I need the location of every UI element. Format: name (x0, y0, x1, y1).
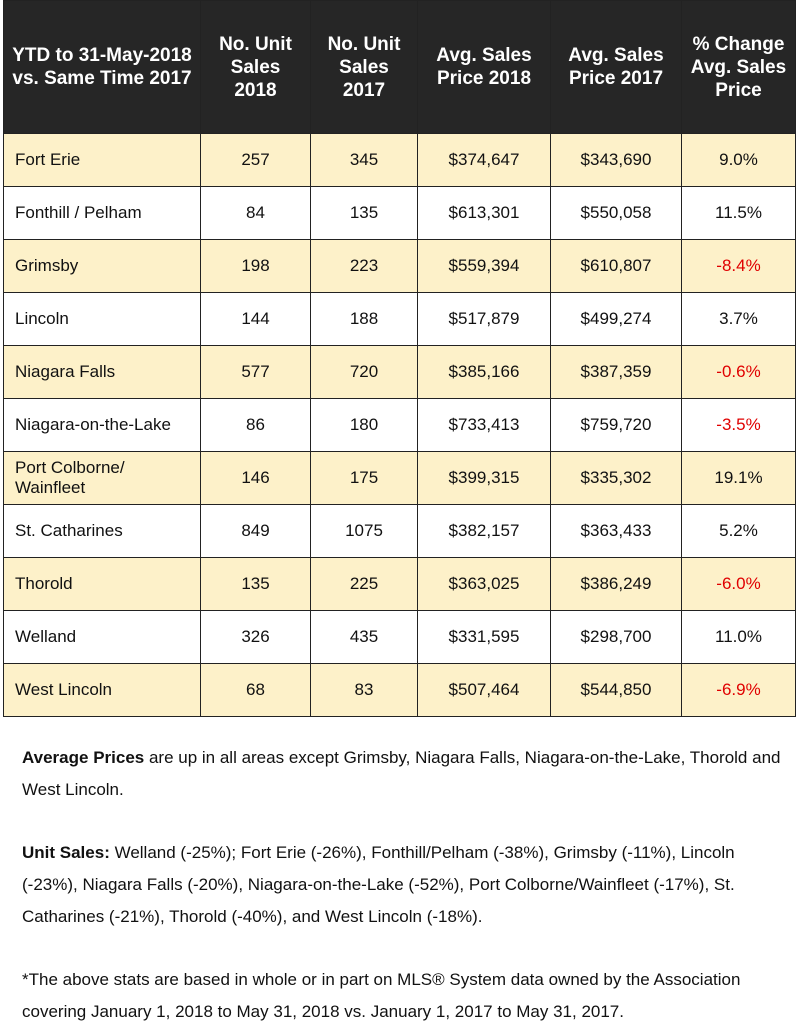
pct-change-cell: 9.0% (682, 134, 796, 187)
units-2017-cell: 83 (311, 664, 418, 717)
area-cell: Fort Erie (4, 134, 201, 187)
units-2017-cell: 223 (311, 240, 418, 293)
avg-price-2018-cell: $733,413 (418, 399, 551, 452)
table-row (4, 399, 796, 452)
table-row (4, 558, 796, 611)
table-row (4, 293, 796, 346)
header-area: YTD to 31-May-2018 vs. Same Time 2017 (4, 1, 201, 134)
avg-price-2018-cell: $331,595 (418, 611, 551, 664)
area-cell: Welland (4, 611, 201, 664)
avg-price-2018-cell: $507,464 (418, 664, 551, 717)
area-cell: West Lincoln (4, 664, 201, 717)
header-pct-change: % Change Avg. Sales Price (682, 1, 796, 134)
units-2017-cell: 435 (311, 611, 418, 664)
area-cell: Lincoln (4, 293, 201, 346)
unit-sales-text: Welland (-25%); Fort Erie (-26%), Fonthill/Pelham (-38%), Grimsby (-11%), Lincoln (-23%), Niagara Falls (-20%), Niagara-on-the-Lake (-52%), Port Colborne/Wainfleet (-17%), St. Catharines (-21%), Thorold (-40%), and West Lincoln (-18%). (22, 843, 735, 926)
avg-price-2017-cell: $298,700 (551, 611, 682, 664)
units-2017-cell: 175 (311, 452, 418, 505)
header-units-2017: No. Unit Sales 2017 (311, 1, 418, 134)
pct-change-cell: 3.7% (682, 293, 796, 346)
avg-price-2018-cell: $559,394 (418, 240, 551, 293)
pct-change-cell: 11.0% (682, 611, 796, 664)
pct-change-cell: -6.9% (682, 664, 796, 717)
average-prices-label: Average Prices (22, 748, 145, 767)
pct-change-cell: -6.0% (682, 558, 796, 611)
table-row (4, 505, 796, 558)
avg-price-2017-cell: $610,807 (551, 240, 682, 293)
units-2018-cell: 84 (201, 187, 311, 240)
pct-change-cell: 11.5% (682, 187, 796, 240)
units-2017-cell: 180 (311, 399, 418, 452)
units-2018-cell: 257 (201, 134, 311, 187)
pct-change-cell: -0.6% (682, 346, 796, 399)
avg-price-2017-cell: $544,850 (551, 664, 682, 717)
avg-price-2017-cell: $759,720 (551, 399, 682, 452)
table-row (4, 134, 796, 187)
units-2018-cell: 68 (201, 664, 311, 717)
table-row (4, 346, 796, 399)
avg-price-2018-cell: $363,025 (418, 558, 551, 611)
table-header-row (4, 1, 796, 134)
average-prices-note (22, 742, 792, 806)
units-2018-cell: 198 (201, 240, 311, 293)
units-2018-cell: 146 (201, 452, 311, 505)
avg-price-2018-cell: $517,879 (418, 293, 551, 346)
header-avg-price-2018: Avg. Sales Price 2018 (418, 1, 551, 134)
unit-sales-note (22, 837, 792, 933)
avg-price-2017-cell: $386,249 (551, 558, 682, 611)
pct-change-cell: 5.2% (682, 505, 796, 558)
units-2018-cell: 326 (201, 611, 311, 664)
avg-price-2017-cell: $550,058 (551, 187, 682, 240)
units-2017-cell: 1075 (311, 505, 418, 558)
table-row (4, 240, 796, 293)
area-cell: Thorold (4, 558, 201, 611)
table-body (4, 134, 796, 717)
units-2017-cell: 720 (311, 346, 418, 399)
table-row (4, 452, 796, 505)
units-2018-cell: 144 (201, 293, 311, 346)
avg-price-2017-cell: $335,302 (551, 452, 682, 505)
table-row (4, 187, 796, 240)
table-row (4, 664, 796, 717)
avg-price-2018-cell: $385,166 (418, 346, 551, 399)
disclaimer-note: *The above stats are based in whole or in part on MLS® System data owned by the Association covering January 1, 2018 to May 31, 2018 vs. January 1, 2017 to May 31, 2017. (22, 970, 741, 1021)
avg-price-2017-cell: $387,359 (551, 346, 682, 399)
table-row (4, 611, 796, 664)
area-cell: Port Colborne/ Wainfleet (4, 452, 201, 505)
units-2017-cell: 225 (311, 558, 418, 611)
units-2018-cell: 86 (201, 399, 311, 452)
unit-sales-label: Unit Sales: (22, 843, 110, 862)
avg-price-2018-cell: $399,315 (418, 452, 551, 505)
avg-price-2017-cell: $499,274 (551, 293, 682, 346)
pct-change-cell: 19.1% (682, 452, 796, 505)
average-prices-text: are up in all areas except Grimsby, Niagara Falls, Niagara-on-the-Lake, Thorold and West Lincoln. (22, 748, 781, 799)
avg-price-2017-cell: $343,690 (551, 134, 682, 187)
units-2017-cell: 345 (311, 134, 418, 187)
header-avg-price-2017: Avg. Sales Price 2017 (551, 1, 682, 134)
avg-price-2018-cell: $613,301 (418, 187, 551, 240)
pct-change-cell: -8.4% (682, 240, 796, 293)
units-2018-cell: 577 (201, 346, 311, 399)
avg-price-2018-cell: $382,157 (418, 505, 551, 558)
area-cell: Niagara-on-the-Lake (4, 399, 201, 452)
area-cell: Grimsby (4, 240, 201, 293)
area-cell: Niagara Falls (4, 346, 201, 399)
area-cell: St. Catharines (4, 505, 201, 558)
notes-section (22, 742, 792, 1028)
area-cell: Fonthill / Pelham (4, 187, 201, 240)
header-units-2018: No. Unit Sales 2018 (201, 1, 311, 134)
pct-change-cell: -3.5% (682, 399, 796, 452)
avg-price-2018-cell: $374,647 (418, 134, 551, 187)
sales-stats-table (3, 0, 796, 717)
units-2017-cell: 135 (311, 187, 418, 240)
units-2018-cell: 849 (201, 505, 311, 558)
avg-price-2017-cell: $363,433 (551, 505, 682, 558)
units-2017-cell: 188 (311, 293, 418, 346)
units-2018-cell: 135 (201, 558, 311, 611)
